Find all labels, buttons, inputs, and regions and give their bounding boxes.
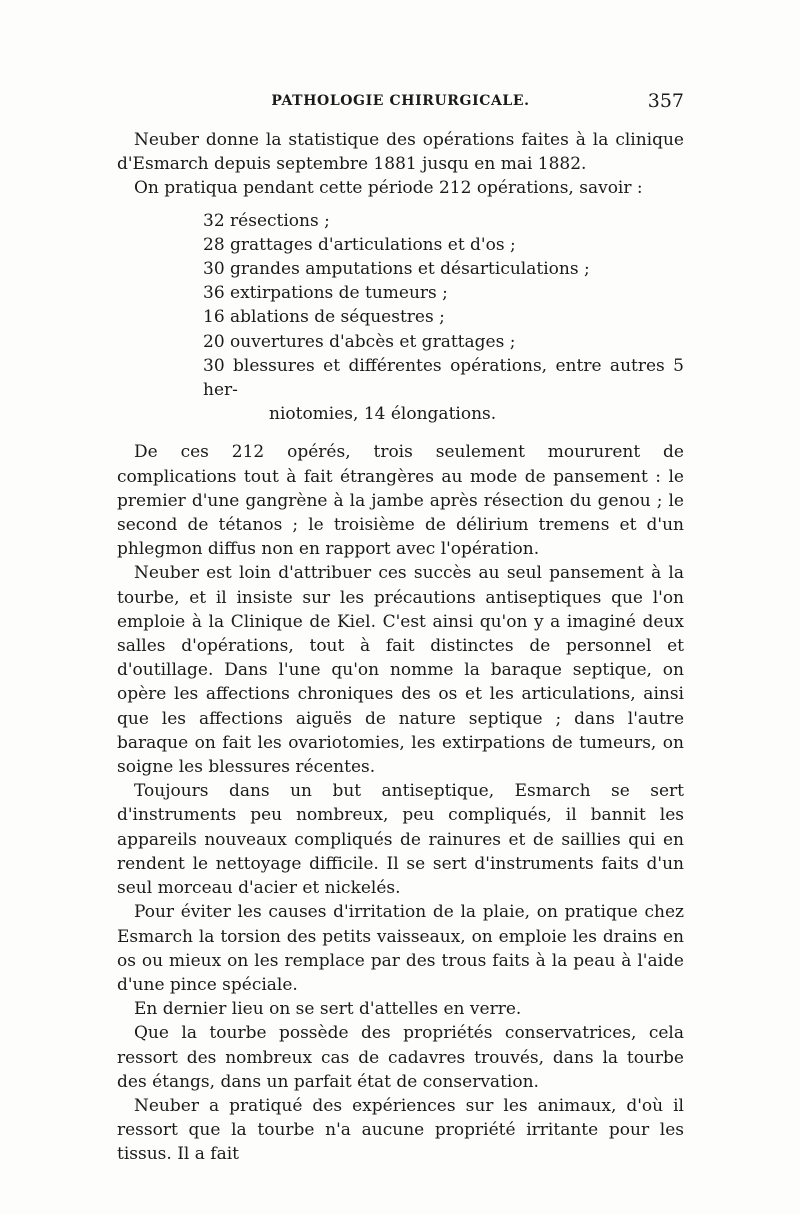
operation-item-continuation: niotomies, 14 élongations.	[269, 404, 497, 425]
operation-item: 16 ablations de séquestres ;	[203, 307, 445, 328]
paragraph-outcomes: De ces 212 opérés, trois seulement moururent de complications tout à fait étrangères au mode de pansement : le premier d'une gangrène à la jambe après résection du genou ; le second de tétanos ; le troisième de délirium tremens et d'un phlegmon diffus non en rapport avec l'opération.	[117, 442, 684, 560]
operation-item: 28 grattages d'articulations et d'os ;	[203, 234, 516, 255]
paragraph-splints: En dernier lieu on se sert d'attelles en verre.	[134, 999, 522, 1020]
paragraph-count: On pratiqua pendant cette période 212 opérations, savoir :	[134, 178, 643, 199]
operation-item-line: 30 blessures et différentes opérations, entre autres 5 her-	[203, 355, 684, 401]
paragraph-irritation: Pour éviter les causes d'irritation de la plaie, on pratique chez Esmarch la torsion des petits vaisseaux, on emploie les drains en os ou mieux on les remplace par des trous faits à la peau à l'aide d'une pince spéciale.	[117, 902, 684, 995]
operation-item: 30 grandes amputations et désarticulations ;	[203, 259, 590, 280]
operation-item-last	[203, 354, 684, 427]
page-number: 357	[647, 90, 684, 112]
body-text	[117, 128, 684, 1167]
paragraph-intro: Neuber donne la statistique des opérations faites à la clinique d'Esmarch depuis septembre 1881 jusqu en mai 1882.	[117, 130, 684, 175]
operations-list	[117, 209, 684, 427]
running-head: PATHOLOGIE CHIRURGICALE.	[271, 93, 530, 109]
paragraph-instruments: Toujours dans un but antiseptique, Esmarch se sert d'instruments peu nombreux, peu compliqués, il bannit les appareils nouveaux compliqués de rainures et de saillies qui en rendent le nettoyage difficile. Il se sert d'instruments faits d'un seul morceau d'acier et nickelés.	[117, 781, 684, 899]
operation-item: 20 ouvertures d'abcès et grattages ;	[203, 331, 516, 352]
paragraph-experiments: Neuber a pratiqué des expériences sur les animaux, d'où il ressort que la tourbe n'a aucune propriété irritante pour les tissus. Il a fait	[117, 1095, 684, 1165]
paragraph-precautions: Neuber est loin d'attribuer ces succès au seul pansement à la tourbe, et il insiste sur les précautions antiseptiques que l'on emploie à la Clinique de Kiel. C'est ainsi qu'on y a imaginé deux salles d'opérations, tout à fait distinctes de personnel et d'outillage. Dans l'une qu'on nomme la baraque septique, on opère les affections chroniques des os et les articulations, ainsi que les affections aiguës de nature septique ; dans l'autre baraque on fait les ovariotomies, les extirpations de tumeurs, on soigne les blessures récentes.	[117, 563, 684, 778]
paragraph-conservation: Que la tourbe possède des propriétés conservatrices, cela ressort des nombreux cas de cadavres trouvés, dans la tourbe des étangs, dans un parfait état de conservation.	[117, 1023, 684, 1092]
operation-item: 32 résections ;	[203, 210, 330, 231]
operation-item: 36 extirpations de tumeurs ;	[203, 283, 448, 304]
page-header	[117, 90, 684, 117]
